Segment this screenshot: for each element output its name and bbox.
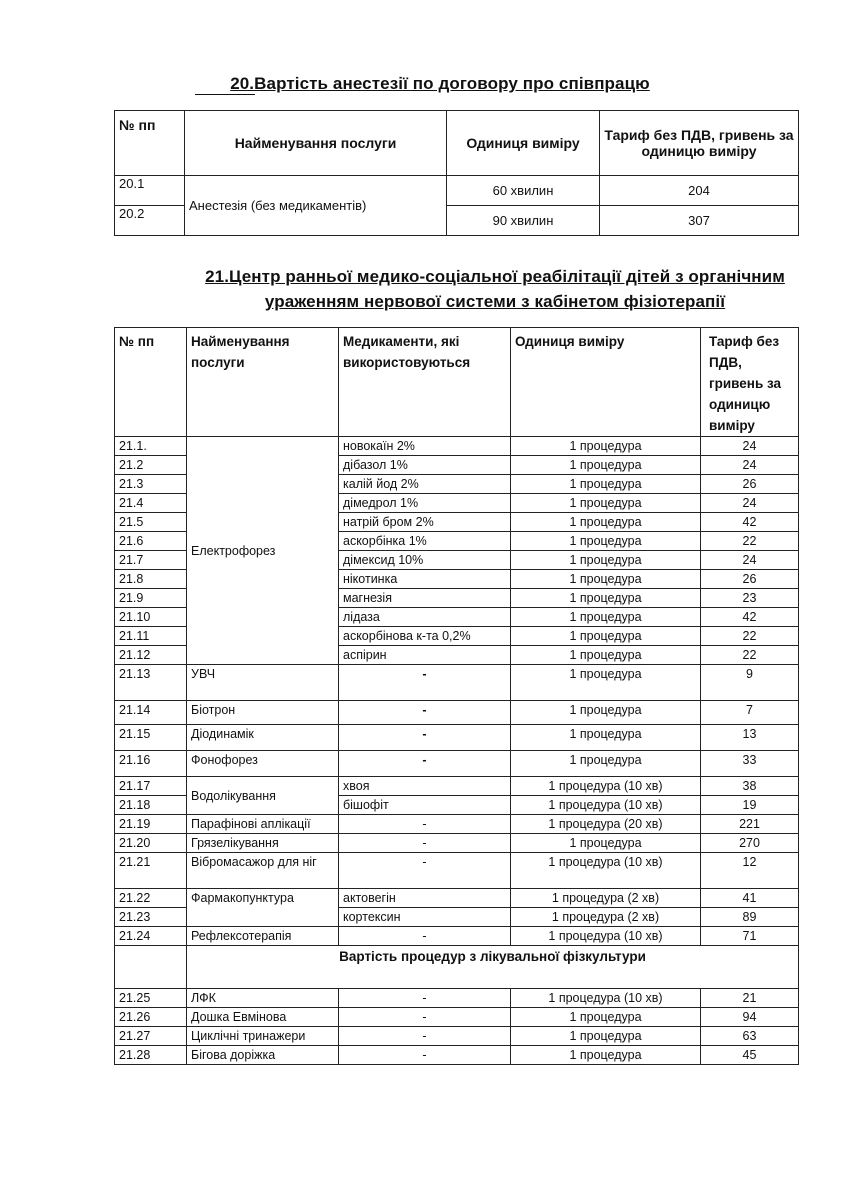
table-row [115,777,799,796]
tariff-cell: 45 [701,1046,799,1065]
row-number: 21.11 [115,627,187,646]
tariff-cell: 24 [701,551,799,570]
header-unit: Одиниця виміру [447,111,600,176]
row-number: 21.27 [115,1027,187,1046]
medication-cell: бішофіт [339,796,511,815]
medication-cell: аспірин [339,646,511,665]
table-row [115,946,799,989]
unit-cell: 1 процедура [511,701,701,725]
header-service: Найменування послуги [187,328,339,437]
row-number: 21.15 [115,725,187,751]
unit-cell: 1 процедура (20 хв) [511,815,701,834]
medication-cell: - [339,1008,511,1027]
medication-cell: магнезія [339,589,511,608]
unit-cell: 1 процедура [511,494,701,513]
row-number: 21.23 [115,908,187,927]
unit-cell: 90 хвилин [447,206,600,236]
medication-cell: - [339,665,511,701]
service-name: Рефлексотерапія [187,927,339,946]
row-number: 21.13 [115,665,187,701]
unit-cell: 60 хвилин [447,176,600,206]
header-medications: Медикаменти, які використовуються [339,328,511,437]
table-row [115,815,799,834]
header-tariff: Тариф без ПДВ, гривень за одиницю виміру [701,328,799,437]
medication-cell: нікотинка [339,570,511,589]
tariff-cell: 7 [701,701,799,725]
section-subtitle: Вартість процедур з лікувальної фізкультури [187,946,799,989]
row-number: 21.8 [115,570,187,589]
medication-cell: аскорбінка 1% [339,532,511,551]
row-number: 21.22 [115,889,187,908]
header-number: № пп [115,111,185,176]
medication-cell: калій йод 2% [339,475,511,494]
table-row [115,853,799,889]
row-number: 21.9 [115,589,187,608]
service-name: Вібромасажор для ніг [187,853,339,889]
row-number: 21.16 [115,751,187,777]
row-number: 21.24 [115,927,187,946]
service-name: Електрофорез [187,437,339,665]
tariff-cell: 24 [701,494,799,513]
tariff-cell: 13 [701,725,799,751]
medication-cell: кортексин [339,908,511,927]
row-number: 21.3 [115,475,187,494]
section-21-title-line1: 21.Центр ранньої медико-соціальної реабілітації дітей з органічним [205,267,785,286]
service-name: Фонофорез [187,751,339,777]
row-number: 21.6 [115,532,187,551]
medication-cell: - [339,701,511,725]
unit-cell: 1 процедура [511,513,701,532]
tariff-cell: 63 [701,1027,799,1046]
unit-cell: 1 процедура [511,725,701,751]
table-row [115,1046,799,1065]
medication-cell: дібазол 1% [339,456,511,475]
tariff-cell: 12 [701,853,799,889]
tariff-cell: 41 [701,889,799,908]
table-row [115,665,799,701]
tariff-cell: 23 [701,589,799,608]
unit-cell: 1 процедура [511,665,701,701]
row-number: 21.17 [115,777,187,796]
medication-cell: - [339,834,511,853]
medication-cell: - [339,751,511,777]
unit-cell: 1 процедура (10 хв) [511,989,701,1008]
service-name: Грязелікування [187,834,339,853]
table-header-row [115,111,799,176]
medication-cell: - [339,1046,511,1065]
tariff-cell: 42 [701,608,799,627]
table-row [115,437,799,456]
row-number: 21.7 [115,551,187,570]
unit-cell: 1 процедура [511,1008,701,1027]
medication-cell: - [339,1027,511,1046]
anesthesia-table [114,110,799,236]
unit-cell: 1 процедура [511,1027,701,1046]
tariff-cell: 38 [701,777,799,796]
tariff-cell: 22 [701,532,799,551]
row-number: 20.1 [115,176,185,206]
row-number: 21.4 [115,494,187,513]
service-name: Парафінові аплікації [187,815,339,834]
row-number: 20.2 [115,206,185,236]
medication-cell: аскорбінова к-та 0,2% [339,627,511,646]
tariff-cell: 71 [701,927,799,946]
unit-cell: 1 процедура (2 хв) [511,889,701,908]
tariff-cell: 22 [701,646,799,665]
medication-cell: лідаза [339,608,511,627]
table-row [115,176,799,206]
service-name: ЛФК [187,989,339,1008]
table-row [115,889,799,908]
tariff-cell: 42 [701,513,799,532]
medication-cell: - [339,927,511,946]
service-name: Діодинамік [187,725,339,751]
row-number: 21.28 [115,1046,187,1065]
service-name: Фармакопунктура [187,889,339,927]
header-unit: Одиниця виміру [511,328,701,437]
medication-cell: - [339,725,511,751]
unit-cell: 1 процедура [511,437,701,456]
row-number: 21.19 [115,815,187,834]
tariff-cell: 270 [701,834,799,853]
tariff-cell: 94 [701,1008,799,1027]
tariff-cell: 204 [600,176,799,206]
tariff-cell: 33 [701,751,799,777]
unit-cell: 1 процедура (10 хв) [511,777,701,796]
service-name: УВЧ [187,665,339,701]
rehabilitation-tariff-table [114,327,799,1065]
header-number: № пп [115,328,187,437]
service-name: Біотрон [187,701,339,725]
row-number: 21.18 [115,796,187,815]
tariff-cell: 26 [701,475,799,494]
table-row [115,1027,799,1046]
tariff-cell: 221 [701,815,799,834]
table-row [115,701,799,725]
medication-cell: новокаїн 2% [339,437,511,456]
table-row [115,989,799,1008]
unit-cell: 1 процедура [511,751,701,777]
medication-cell: хвоя [339,777,511,796]
row-number: 21.1. [115,437,187,456]
table-row [115,927,799,946]
row-number: 21.14 [115,701,187,725]
unit-cell: 1 процедура (10 хв) [511,796,701,815]
row-number: 21.5 [115,513,187,532]
service-name: Циклічні тринажери [187,1027,339,1046]
unit-cell: 1 процедура [511,551,701,570]
row-number: 21.25 [115,989,187,1008]
tariff-cell: 19 [701,796,799,815]
service-name: Анестезія (без медикаментів) [185,176,447,236]
table-row [115,725,799,751]
header-service: Найменування послуги [185,111,447,176]
row-number: 21.12 [115,646,187,665]
tariff-cell: 9 [701,665,799,701]
tariff-cell: 24 [701,437,799,456]
unit-cell: 1 процедура (10 хв) [511,927,701,946]
tariff-cell: 307 [600,206,799,236]
unit-cell: 1 процедура [511,570,701,589]
row-number: 21.20 [115,834,187,853]
unit-cell: 1 процедура [511,456,701,475]
service-name: Водолікування [187,777,339,815]
header-tariff: Тариф без ПДВ, гривень за одиницю виміру [600,111,799,176]
unit-cell: 1 процедура [511,627,701,646]
medication-cell: - [339,815,511,834]
table-body [115,437,799,1065]
unit-cell: 1 процедура [511,1046,701,1065]
medication-cell: натрій бром 2% [339,513,511,532]
unit-cell: 1 процедура [511,646,701,665]
unit-cell: 1 процедура (10 хв) [511,853,701,889]
table-row [115,1008,799,1027]
section-21-title-line2: ураженням нервової системи з кабінетом фізіотерапії [264,292,726,311]
medication-cell: дімексид 10% [339,551,511,570]
row-number: 21.10 [115,608,187,627]
tariff-cell: 24 [701,456,799,475]
medication-cell: дімедрол 1% [339,494,511,513]
medication-cell: - [339,989,511,1008]
unit-cell: 1 процедура [511,834,701,853]
tariff-cell: 26 [701,570,799,589]
medication-cell: актовегін [339,889,511,908]
service-name: Дошка Евмінова [187,1008,339,1027]
table-row [115,751,799,777]
unit-cell: 1 процедура [511,532,701,551]
section-20-title: 20.Вартість анестезії по договору про співпрацю [230,74,650,93]
unit-cell: 1 процедура [511,589,701,608]
row-number: 21.2 [115,456,187,475]
unit-cell: 1 процедура (2 хв) [511,908,701,927]
table-header-row [115,328,799,437]
tariff-cell: 22 [701,627,799,646]
table-row [115,834,799,853]
tariff-cell: 21 [701,989,799,1008]
section-21-title [185,264,805,314]
empty-cell [115,946,187,989]
tariff-cell: 89 [701,908,799,927]
unit-cell: 1 процедура [511,475,701,494]
row-number: 21.21 [115,853,187,889]
medication-cell: - [339,853,511,889]
unit-cell: 1 процедура [511,608,701,627]
row-number: 21.26 [115,1008,187,1027]
title-underline-rule [195,94,255,95]
service-name: Бігова доріжка [187,1046,339,1065]
